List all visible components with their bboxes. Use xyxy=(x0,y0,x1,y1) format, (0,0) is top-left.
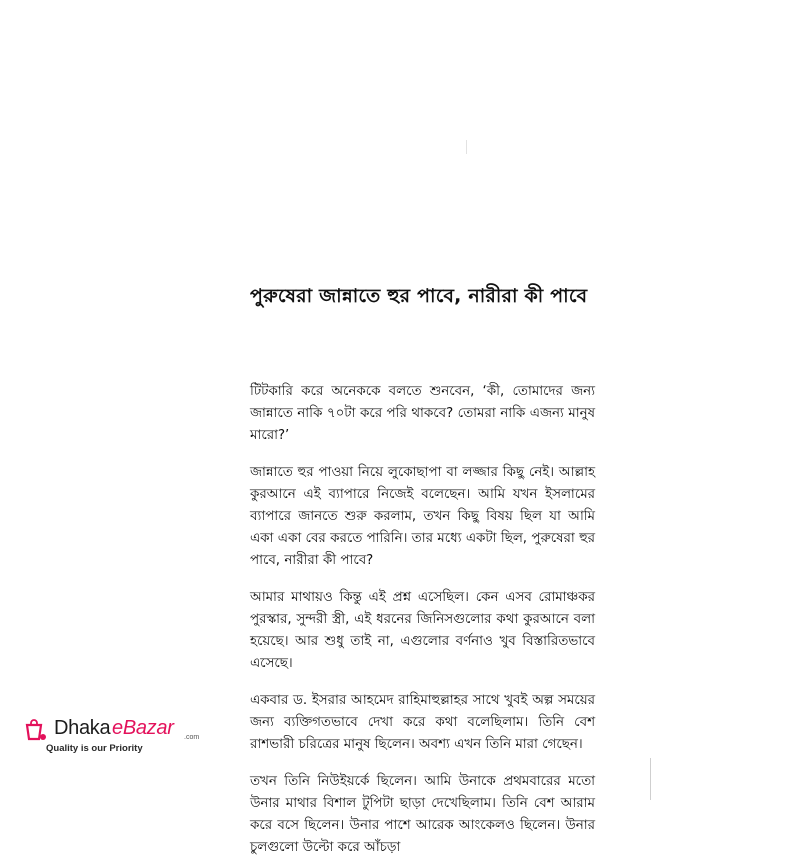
chapter-title: পুরুষেরা জান্নাতে হুর পাবে, নারীরা কী পাবে xyxy=(250,285,588,307)
logo-tagline: Quality is our Priority xyxy=(46,743,143,754)
logo-brand-dhaka: Dhaka xyxy=(54,717,111,739)
paragraph: তখন তিনি নিউইয়র্কে ছিলেন। আমি উনাকে প্রথমবারের মতো উনার মাথার বিশাল টুপিটা ছাড়া দেখেছিলাম। তিনি বেশ আরাম করে বসে ছিলেন। উনার পাশে আরেক আংকেলও ছিলেন। উনার চুলগুলো উল্টো করে আঁচড়া xyxy=(250,774,595,855)
body-text xyxy=(250,381,595,859)
logo-domain-suffix: .com xyxy=(184,734,200,741)
paragraph: টিটকারি করে অনেককে বলতে শুনবেন, ‘কী, তোমাদের জন্য জান্নাতে নাকি ৭০টা করে পরি থাকবে? তোমরা নাকি এজন্য মানুষ মারো?’ xyxy=(250,384,595,443)
dhaka-ebazar-watermark-logo xyxy=(20,717,210,763)
logo-brand-ebazar: eBazar xyxy=(112,717,174,739)
page-fold-mark xyxy=(462,140,467,154)
page-edge-line xyxy=(650,758,651,800)
shopping-bag-icon xyxy=(24,719,50,743)
paragraph: আমার মাথায়ও কিন্তু এই প্রশ্ন এসেছিল। কেন এসব রোমাঞ্চকর পুরস্কার, সুন্দরী স্ত্রী, এই ধরনের জিনিসগুলোর কথা কুরআনে বলা হয়েছে। আর শুধু তাই না, এগুলোর বর্ণনাও খুব বিস্তারিতভাবে এসেছে। xyxy=(250,590,595,671)
paragraph: একবার ড. ইসরার আহমেদ রাহিমাহুল্লাহর সাথে খুবই অল্প সময়ের জন্য ব্যক্তিগতভাবে দেখা করে কথা বলেছিলাম। তিনি বেশ রাশভারী চরিত্রের মানুষ ছিলেন। অবশ্য এখন তিনি মারা গেছেন। xyxy=(250,693,595,752)
paragraph: জান্নাতে হুর পাওয়া নিয়ে লুকোছাপা বা লজ্জার কিছু নেই। আল্লাহ কুরআনে এই ব্যাপারে নিজেই বলেছেন। আমি যখন ইসলামের ব্যাপারে জানতে শুরু করলাম, তখন কিছু বিষয় ছিল যা আমি একা একা বের করতে পারিনি। তার মধ্যে একটা ছিল, পুরুষেরা হুর পাবে, নারীরা কী পাবে? xyxy=(250,465,595,568)
